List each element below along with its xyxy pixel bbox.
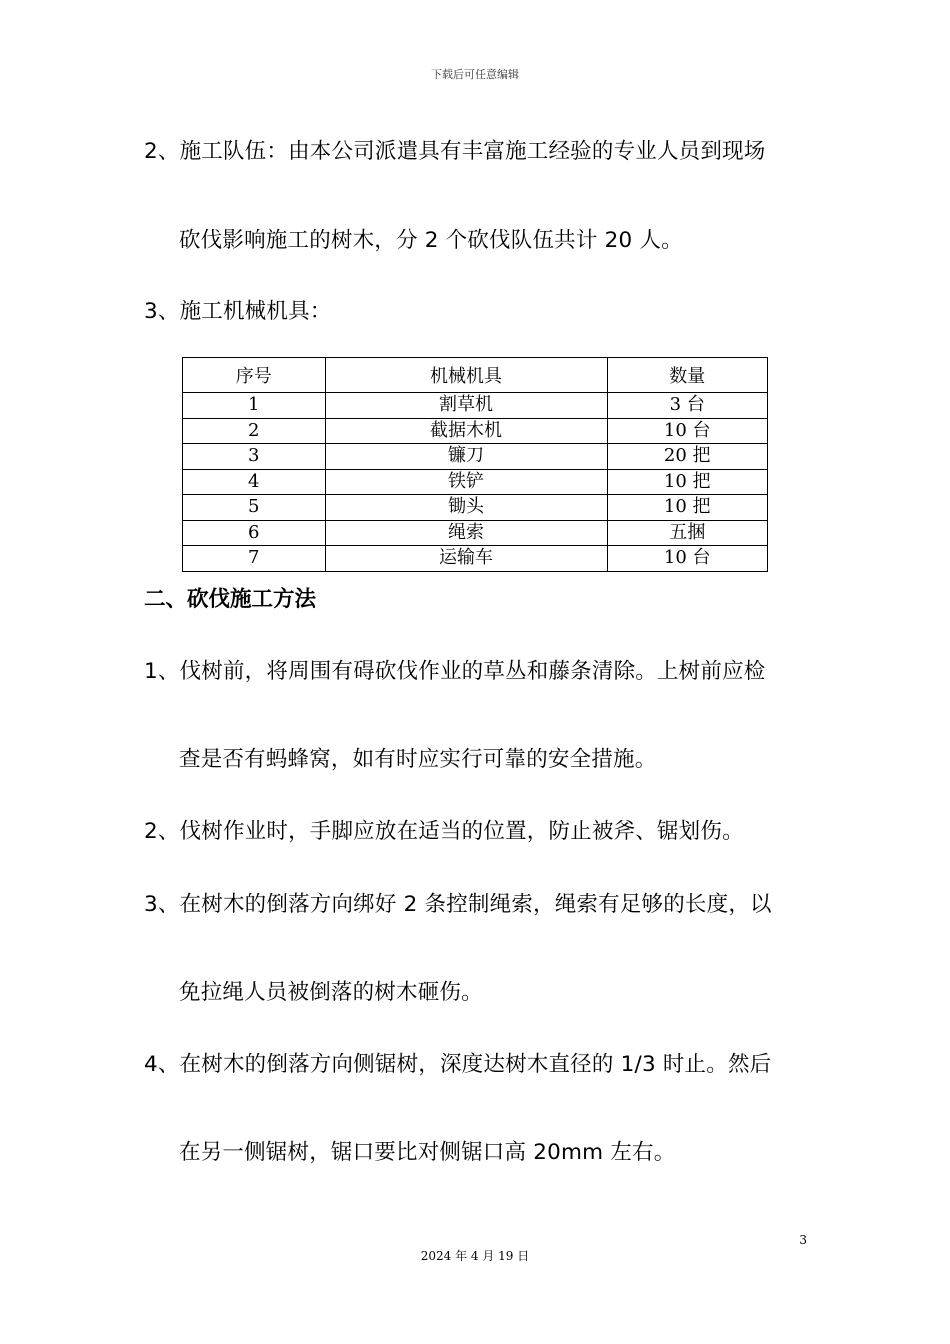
table-cell-quantity: 10 把: [607, 495, 768, 521]
paragraph-team-line1: 2、施工队伍：由本公司派遣具有丰富施工经验的专业人员到现场: [144, 139, 766, 164]
table-cell-quantity: 20 把: [607, 444, 768, 470]
table-cell-equipment: 割草机: [325, 393, 607, 419]
table-cell-no: 2: [183, 418, 326, 444]
table-cell-quantity: 五捆: [607, 520, 768, 546]
table-row: [183, 418, 768, 444]
equipment-table: [182, 357, 768, 572]
table-cell-no: 3: [183, 444, 326, 470]
method-item-4-line1: 4、在树木的倒落方向侧锯树，深度达树木直径的 1/3 时止。然后: [144, 1052, 772, 1077]
paragraph-team-line2: 砍伐影响施工的树木，分 2 个砍伐队伍共计 20 人。: [179, 228, 683, 253]
table-header-no: 序号: [183, 358, 326, 393]
table-row: [183, 520, 768, 546]
table-cell-no: 5: [183, 495, 326, 521]
table-header-quantity: 数量: [607, 358, 768, 393]
table-header-row: [183, 358, 768, 393]
table-cell-equipment: 铁铲: [325, 469, 607, 495]
table-cell-no: 6: [183, 520, 326, 546]
table-cell-equipment: 绳索: [325, 520, 607, 546]
table-row: [183, 393, 768, 419]
section-heading: 二、砍伐施工方法: [144, 587, 317, 612]
header-note: 下载后可任意编辑: [431, 68, 519, 81]
table-row: [183, 469, 768, 495]
table-cell-equipment: 运输车: [325, 546, 607, 572]
table-cell-quantity: 3 台: [607, 393, 768, 419]
footer-date: 2024 年 4 月 19 日: [420, 1249, 530, 1263]
table-cell-no: 4: [183, 469, 326, 495]
table-cell-no: 7: [183, 546, 326, 572]
table-row: [183, 444, 768, 470]
table-row: [183, 546, 768, 572]
page-number: 3: [799, 1233, 807, 1247]
table-cell-quantity: 10 把: [607, 469, 768, 495]
method-item-2-line1: 2、伐树作业时，手脚应放在适当的位置，防止被斧、锯划伤。: [144, 819, 744, 844]
table-cell-quantity: 10 台: [607, 418, 768, 444]
table-header-equipment: 机械机具: [325, 358, 607, 393]
method-item-4-line2: 在另一侧锯树，锯口要比对侧锯口高 20mm 左右。: [179, 1140, 676, 1165]
table-cell-equipment: 截据木机: [325, 418, 607, 444]
paragraph-equipment-title: 3、施工机械机具：: [144, 299, 332, 324]
table-cell-quantity: 10 台: [607, 546, 768, 572]
method-item-3-line2: 免拉绳人员被倒落的树木砸伤。: [179, 980, 483, 1005]
table-row: [183, 495, 768, 521]
table-cell-no: 1: [183, 393, 326, 419]
method-item-1-line1: 1、伐树前，将周围有碍砍伐作业的草丛和藤条清除。上树前应检: [144, 659, 766, 684]
method-item-3-line1: 3、在树木的倒落方向绑好 2 条控制绳索，绳索有足够的长度，以: [144, 892, 772, 917]
table-cell-equipment: 镰刀: [325, 444, 607, 470]
table-cell-equipment: 锄头: [325, 495, 607, 521]
method-item-1-line2: 查是否有蚂蜂窝，如有时应实行可靠的安全措施。: [179, 747, 657, 772]
